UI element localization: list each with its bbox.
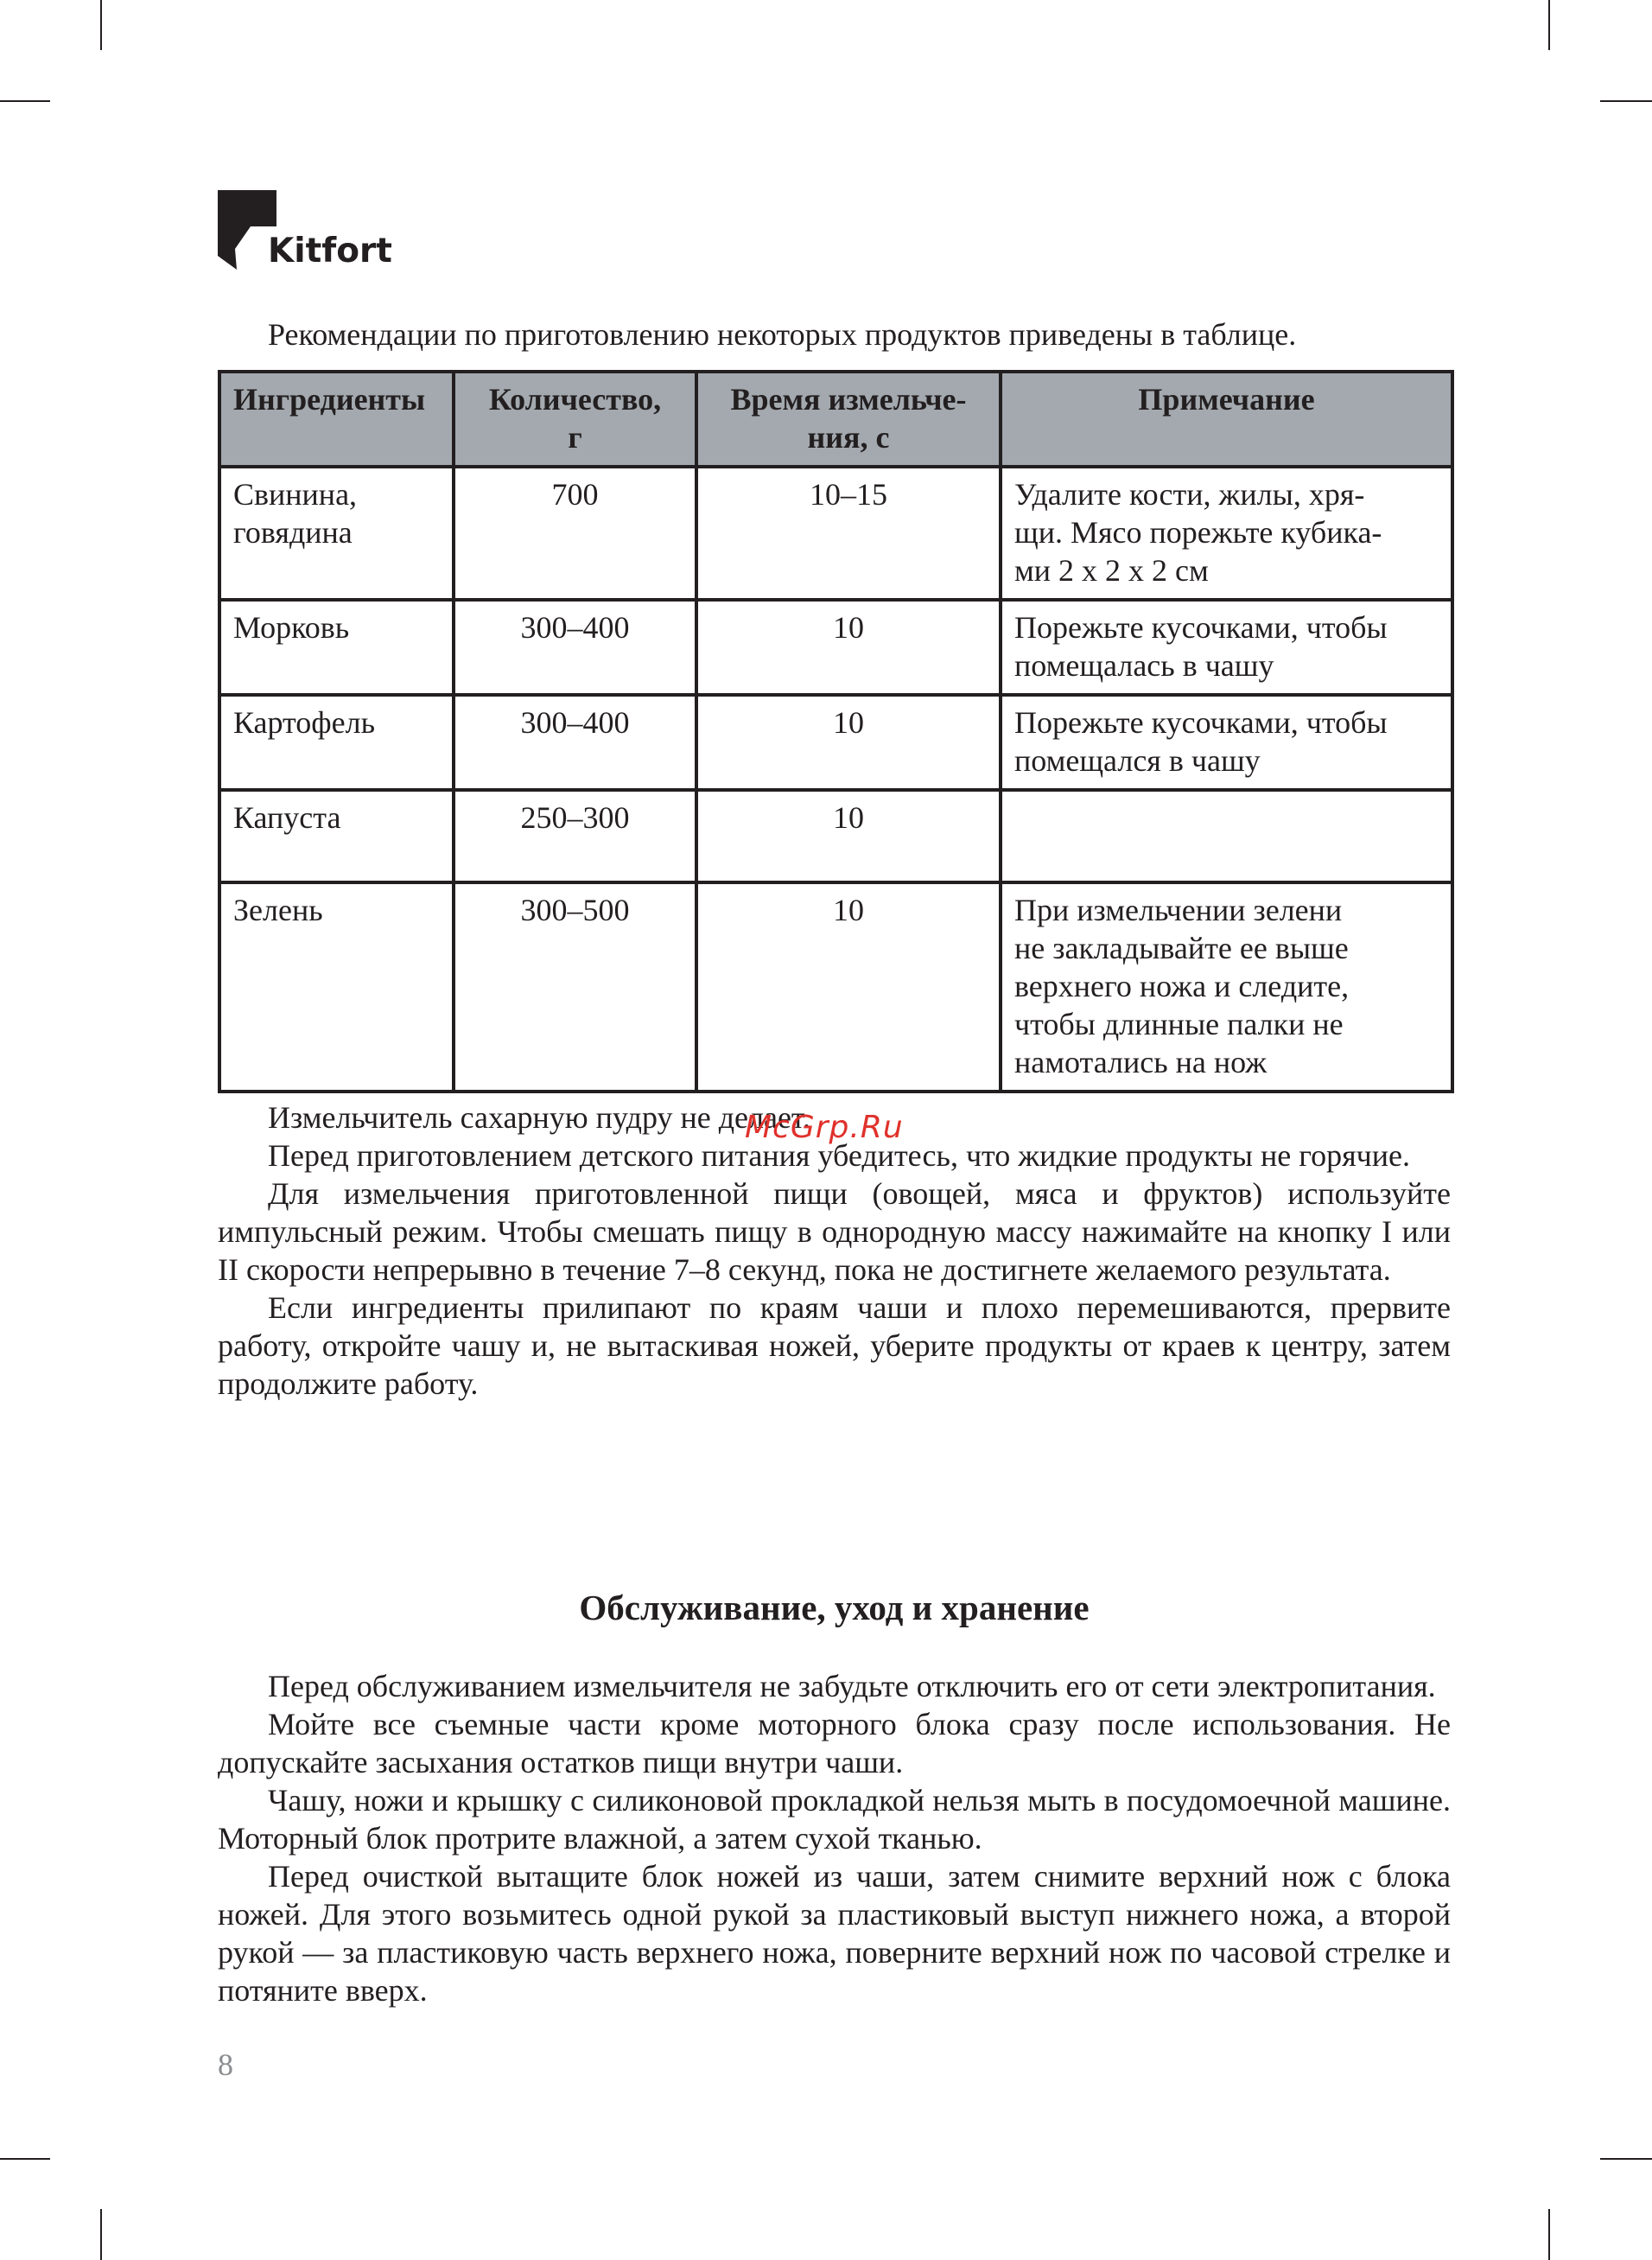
table-row (219, 695, 1452, 790)
ingredient-cell: Зелень (219, 882, 454, 1092)
header-ingredients: Ингредиенты (219, 372, 454, 467)
section-heading: Обслуживание, уход и хранение (579, 1588, 1090, 1627)
ingredient-cell: Капуста (219, 790, 454, 882)
table-row (219, 882, 1452, 1092)
quantity-cell: 300–500 (454, 882, 696, 1092)
crop-mark (0, 100, 50, 102)
time-cell: 10 (696, 600, 1001, 695)
watermark: McGrp.Ru (745, 1110, 904, 1145)
section-text-block (218, 1667, 1451, 2009)
time-cell: 10 (696, 882, 1001, 1092)
intro-text: Рекомендации по приготовлению некоторых продуктов приведены в таблице. (268, 317, 1297, 352)
paragraph: Для измельчения приготовленной пищи (овощей, мяса и фруктов) используйте импульсный режим. Чтобы смешать пищу в однородную массу нажимайте на кнопку I или II скорости непрерывно в течение 7–8 секунд, пока не достигнете желаемого результата. (218, 1176, 1451, 1287)
paragraph: Чашу, ножи и крышку с силиконовой прокладкой нельзя мыть в посудомоечной машине. Моторный блок протрите влажной, а затем сухой тканью. (218, 1783, 1451, 1856)
brand-name: Kitfort (268, 232, 392, 271)
crop-mark (1548, 2209, 1550, 2260)
paragraph: Перед приготовлением детского питания убедитесь, что жидкие продукты не горячие. (268, 1138, 1410, 1173)
table-row (219, 467, 1452, 600)
ingredient-cell: Картофель (219, 695, 454, 790)
header-note: Примечание (1001, 372, 1452, 467)
crop-mark (1600, 100, 1652, 102)
time-cell: 10 (696, 695, 1001, 790)
crop-mark (100, 0, 102, 50)
quantity-cell: 300–400 (454, 695, 696, 790)
note-cell: Удалите кости, жилы, хря- щи. Мясо порежьте кубика- ми 2 х 2 х 2 см (1001, 467, 1452, 600)
table-row (219, 790, 1452, 882)
note-cell: При измельчении зелени не закладывайте ее выше верхнего ножа и следите, чтобы длинные палки не намотались на нож (1001, 882, 1452, 1092)
time-cell: 10–15 (696, 467, 1001, 600)
crop-mark (0, 2158, 50, 2160)
crop-mark (100, 2209, 102, 2260)
recipes-table (218, 370, 1454, 1093)
header-time: Время измельче- ния, с (696, 372, 1001, 467)
time-cell: 10 (696, 790, 1001, 882)
ingredient-cell: Свинина, говядина (219, 467, 454, 600)
paragraph: Измельчитель сахарную пудру не делает. (268, 1100, 810, 1135)
note-cell (1001, 790, 1452, 882)
quantity-cell: 300–400 (454, 600, 696, 695)
table-row (219, 600, 1452, 695)
table-header-row (219, 372, 1452, 467)
paragraph: Перед очисткой вытащите блок ножей из чаши, затем снимите верхний нож с блока ножей. Для этого возьмитесь одной рукой за пластиковый выступ нижнего ножа, а второй рукой — за пластиковую часть верхнего ножа, поверните верхний нож по часовой стрелке и потяните вверх. (218, 1859, 1451, 2008)
paragraph: Мойте все съемные части кроме моторного блока сразу после использования. Не допускайте засыхания остатков пищи внутри чаши. (218, 1707, 1451, 1779)
paragraph: Перед обслуживанием измельчителя не забудьте отключить его от сети электропитания. (268, 1669, 1436, 1703)
note-cell: Порежьте кусочками, чтобы помещалась в чашу (1001, 600, 1452, 695)
brand-logo (218, 190, 392, 272)
quantity-cell: 250–300 (454, 790, 696, 882)
crop-mark (1548, 0, 1550, 50)
page-number: 8 (218, 2047, 233, 2082)
header-quantity: Количество, г (454, 372, 696, 467)
crop-mark (1600, 2158, 1652, 2160)
paragraph: Если ингредиенты прилипают по краям чаши и плохо перемешиваются, прервите работу, откройте чашу и, не вытаскивая ножей, уберите продукты от краев к центру, затем продолжите работу. (218, 1290, 1451, 1401)
ingredient-cell: Морковь (219, 600, 454, 695)
note-cell: Порежьте кусочками, чтобы помещался в чашу (1001, 695, 1452, 790)
quantity-cell: 700 (454, 467, 696, 600)
